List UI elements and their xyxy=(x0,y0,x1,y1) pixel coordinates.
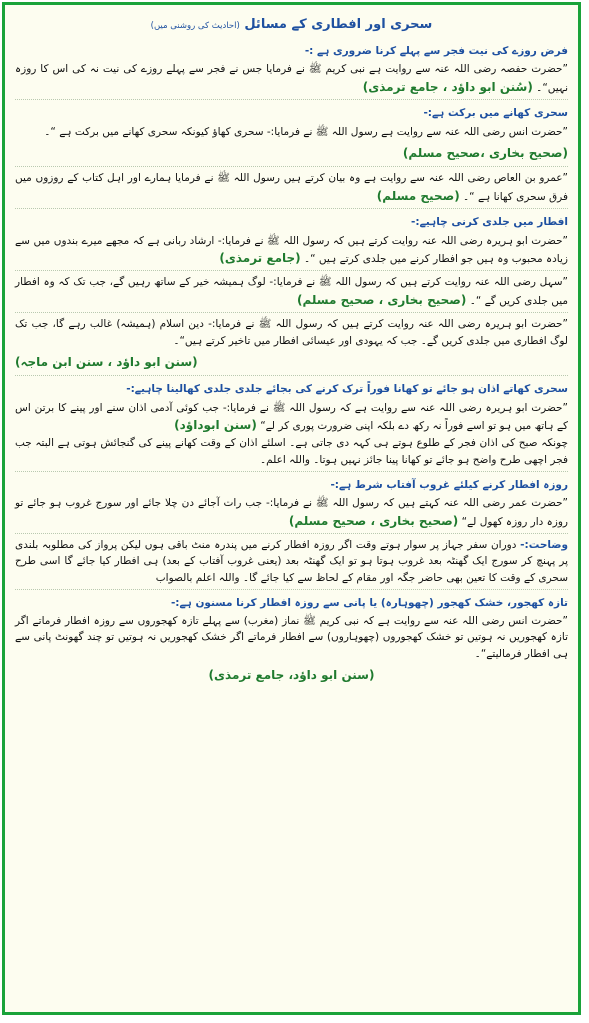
divider xyxy=(15,589,568,590)
section-sehri-blessing xyxy=(15,105,568,205)
hadith-reference: (صحیح مسلم) xyxy=(376,188,460,203)
hadith-reference: (سُنن ابو داؤد ، جامع ترمذی) xyxy=(362,79,533,94)
hadith-reference: (جامع ترمذی) xyxy=(219,250,301,265)
section-heading: فرض روزے کی نیت فجر سے پہلے کرنا ضروری ہے :- xyxy=(304,45,568,58)
hadith-text xyxy=(15,274,568,309)
hadith-body: ”سہل رضی اللہ عنہ روایت کرتے ہیں کہ رسول اللہ ﷺ نے فرمایا:- لوگ ہمیشہ خیر کے ساتھ رہیں گے، جب تک کہ وہ افطار میں جلدی کریں گے “۔ xyxy=(15,276,568,307)
title-main: سحری اور افطاری کے مسائل xyxy=(244,17,433,32)
divider xyxy=(15,99,568,100)
hadith-text xyxy=(15,495,568,530)
section-adhan-while-eating xyxy=(15,381,568,468)
explanation-note xyxy=(15,537,568,586)
hadith-body: ”حضرت حفصہ رضی اللہ عنہ سے روایت ہے نبی کریم ﷺ نے فرمایا جس نے فجر سے پہلے روزے کی نیت نہ کی اس کا روزہ نہیں“۔ xyxy=(15,63,568,94)
hadith-body: ”عمرو بن العاص رضی اللہ عنہ سے روایت ہے وہ بیان کرتے ہیں رسول اللہ ﷺ نے فرمایا ہمارے اور اہل کتاب کے روزوں میں فرق سحری کھانا ہے “۔ xyxy=(15,172,568,203)
hadith-text xyxy=(15,613,568,684)
section-heading: سحری کھانے میں برکت ہے:- xyxy=(423,107,568,120)
section-heading: تازہ کھجور، خشک کھجور (چھوہارہ) یا پانی سے روزہ افطار کرنا مسنون ہے:- xyxy=(170,596,568,609)
hadith-reference: (سنن ابو داؤد ، سنن ابن ماجہ) xyxy=(15,354,198,369)
section-dates-water xyxy=(15,595,568,685)
hadith-reference: (سنن ابوداؤد) xyxy=(174,417,257,432)
hadith-text xyxy=(15,316,568,371)
section-heading: روزہ افطار کرنے کیلئے غروب آفتاب شرط ہے:- xyxy=(330,479,568,492)
section-heading: سحری کھاتے اذان ہو جائے تو کھانا فوراً ترک کرنے کی بجائے جلدی جلدی کھالینا چاہیے:- xyxy=(126,383,568,396)
hadith-body: ”حضرت ابو ہریرہ رضی اللہ عنہ روایت کرتے ہیں کہ رسول اللہ ﷺ نے فرمایا:- ارشاد ربانی ہے کہ مجھے میرے بندوں میں سے زیادہ محبوب وہ ہیں جو افطار کرنے میں جلدی کرتے ہیں “۔ xyxy=(15,234,568,265)
hadith-body: ”حضرت ابو ہریرہ رضی اللہ عنہ روایت کرتے ہیں کہ رسول اللہ ﷺ نے فرمایا:- دین اسلام (ہمیشہ) غالب رہے گا، جب تک لوگ افطاری میں جلدی کریں گے۔ جب کہ یہودی اور عیسائی افطار میں تاخیر کرتے ہیں“۔ xyxy=(15,318,568,347)
hadith-reference: (صحیح بخاری ، صحیح مسلم) xyxy=(288,513,459,528)
hadith-text xyxy=(15,170,568,205)
divider xyxy=(15,166,568,167)
hadith-reference: (صحیح بخاری ،صحیح مسلم) xyxy=(402,145,568,160)
hadith-body: ”حضرت ابو ہریرہ رضی اللہ عنہ سے روایت ہے کہ رسول اللہ ﷺ نے فرمایا:- جب کوئی آدمی اذان سنے اور پینے کا برتن اس کے ہاتھ میں ہو تو اسے فوراً نہ رکھ دے بلکہ اپنی ضرورت پوری کر لے“ xyxy=(15,401,568,432)
hadith-text xyxy=(15,400,568,435)
divider xyxy=(15,533,568,534)
divider xyxy=(15,375,568,376)
section-heading: افطار میں جلدی کرنی چاہیے:- xyxy=(411,216,568,229)
hadith-reference: (سنن ابو داؤد، جامع ترمذی) xyxy=(208,668,375,682)
explanation-label: وضاحت:- xyxy=(520,539,568,552)
hadith-text xyxy=(15,233,568,268)
hadith-body: ”حضرت عمر رضی اللہ عنہ کہتے ہیں کہ رسول اللہ ﷺ نے فرمایا:- جب رات آجائے دن چلا جائے اور سورج غروب ہو جائے تو روزہ دار روزہ کھول لے“ xyxy=(15,497,568,528)
explanation-body: دوران سفر جہاز پر سوار ہوتے وقت اگر روزہ افطار کرنے میں پندرہ منٹ باقی ہوں لیکن پرواز کی مطلوبہ بلندی پر پہنچ کر سورج ایک گھنٹہ بعد غروب ہوتا ہو تو ایک گھنٹہ بعد (یعنی غروب آفتاب کے بعد) ہی افطار کیا جائے گا اسی طرح سحری کے وقت کا تعین بھی حاضر جگہ اور مقام کے لحاظ سے کیا جائے گا۔ واللہ اعلم بالصواب xyxy=(15,539,568,584)
section-hasten-iftar xyxy=(15,214,568,371)
title-subtitle: (احادیث کی روشنی میں) xyxy=(150,21,240,31)
explanation-note: چونکہ صبح کی اذان فجر کے طلوع ہوتے ہی کہہ دی جاتی ہے۔ اسلئے اذان کے وقت کھانے پینے کی گنجائش ہوتی ہے البتہ جب فجر اچھی طرح واضح ہو جائے تو کھانا پینا جائز نہیں ہوتا۔ واللہ اعلم۔ xyxy=(15,437,568,466)
divider xyxy=(15,270,568,271)
document-frame xyxy=(2,2,581,1015)
hadith-text xyxy=(15,124,568,163)
divider xyxy=(15,312,568,313)
section-intention xyxy=(15,43,568,96)
document-content xyxy=(5,5,578,685)
hadith-reference: (صحیح بخاری ، صحیح مسلم) xyxy=(297,292,467,307)
divider xyxy=(15,471,568,472)
hadith-text xyxy=(15,61,568,96)
section-sunset-condition xyxy=(15,477,568,586)
hadith-body: ”حضرت انس رضی اللہ عنہ سے روایت ہے کہ نبی کریم ﷺ نماز (مغرب) سے پہلے تازہ کھجوروں سے روزہ افطار فرماتے اگر تازہ کھجوریں نہ ہوتیں تو خشک کھجوروں (چھوہاروں) سے افطار فرماتے اگر خشک کھجوریں نہ ہوتیں تو چند گھونٹ پانی سے ہی افطار فرمالیتے“۔ xyxy=(15,615,568,660)
hadith-body: ”حضرت انس رضی اللہ عنہ سے روایت ہے رسول اللہ ﷺ نے فرمایا:- سحری کھاؤ کیونکہ سحری کھانے میں برکت ہے “۔ xyxy=(44,125,568,138)
page-title xyxy=(15,15,568,35)
divider xyxy=(15,208,568,209)
